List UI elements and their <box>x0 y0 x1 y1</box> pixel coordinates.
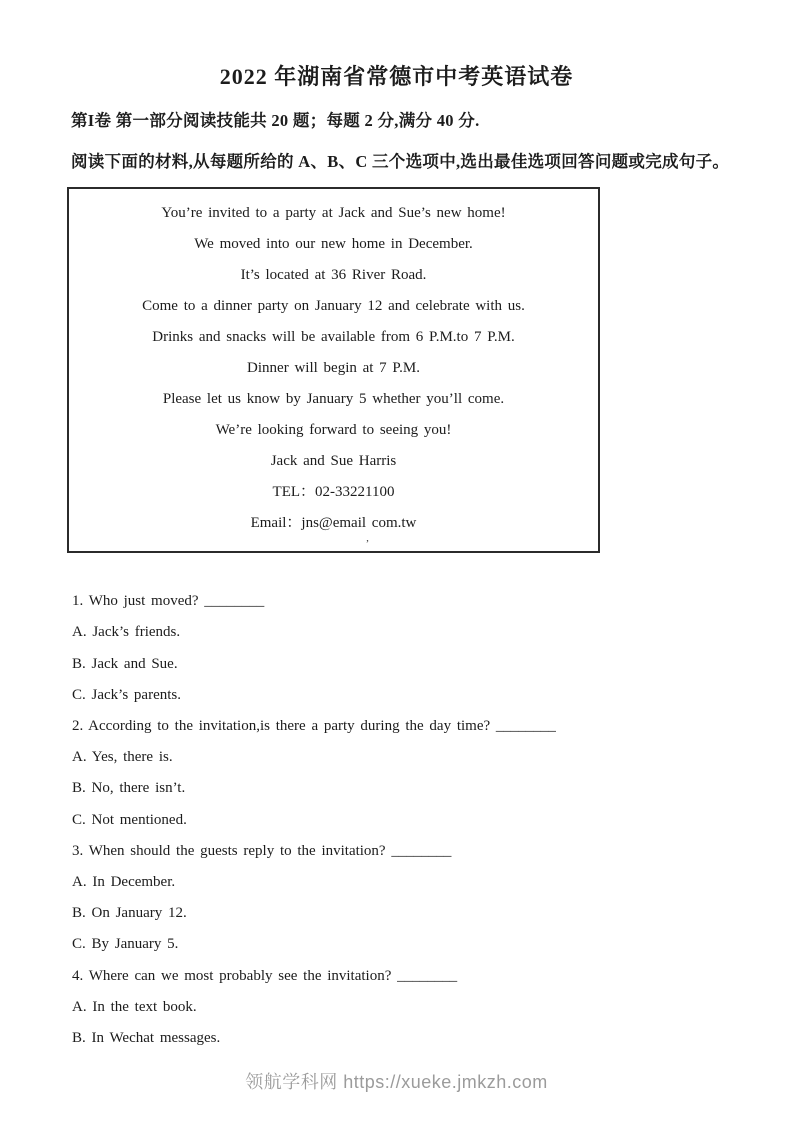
invitation-phone: TEL：02-33221100 <box>272 484 395 501</box>
invitation-signature: Jack and Sue Harris <box>270 453 397 470</box>
question-1-option-a: A. Jack’s friends. <box>72 624 181 641</box>
question-4-option-a: A. In the text book. <box>72 998 197 1015</box>
section-instructions: 阅读下面的材料,从每题所给的 A、B、C 三个选项中,选出最佳选项回答问题或完成句子。 <box>71 151 730 171</box>
question-1-prompt: 1. Who just moved? ________ <box>72 593 265 610</box>
question-3-option-a: A. In December. <box>72 874 176 891</box>
question-4-prompt: 4. Where can we most probably see the invitation? ________ <box>72 967 458 984</box>
invitation-line: We’re looking forward to seeing you! <box>215 422 452 439</box>
question-3-prompt: 3. When should the guests reply to the invitation? ________ <box>72 842 452 859</box>
invitation-line: Come to a dinner party on January 12 and celebrate with us. <box>142 298 525 315</box>
scan-stray-mark: ’ <box>365 538 370 551</box>
invitation-email: Email：jns@email com.tw <box>250 515 417 532</box>
invitation-line: Please let us know by January 5 whether you’ll come. <box>162 391 505 408</box>
question-1-option-b: B. Jack and Sue. <box>72 655 178 672</box>
question-3-option-c: C. By January 5. <box>72 936 179 953</box>
watermark: 领航学科网 https://xueke.jmkzh.com <box>245 1072 548 1092</box>
invitation-line: You’re invited to a party at Jack and Sue’s new home! <box>161 205 506 222</box>
question-3-option-b: B. On January 12. <box>72 905 187 922</box>
question-2-option-a: A. Yes, there is. <box>72 749 173 766</box>
question-4-option-b: B. In Wechat messages. <box>72 1030 221 1047</box>
invitation-box <box>67 187 600 553</box>
questions-section <box>72 586 793 1054</box>
question-2-option-c: C. Not mentioned. <box>72 811 187 828</box>
question-2-prompt: 2. According to the invitation,is there a party during the day time? ________ <box>72 718 556 735</box>
invitation-line: It’s located at 36 River Road. <box>240 267 427 284</box>
invitation-line: We moved into our new home in December. <box>194 236 473 253</box>
question-1-option-c: C. Jack’s parents. <box>72 686 181 703</box>
invitation-line: Drinks and snacks will be available from 6 P.M.to 7 P.M. <box>152 329 515 346</box>
section-header: 第I卷 第一部分阅读技能共 20 题；每题 2 分,满分 40 分. <box>71 111 480 130</box>
invitation-line: Dinner will begin at 7 P.M. <box>247 360 420 377</box>
question-2-option-b: B. No, there isn’t. <box>72 780 186 797</box>
page-title: 2022 年湖南省常德市中考英语试卷 <box>219 64 574 89</box>
